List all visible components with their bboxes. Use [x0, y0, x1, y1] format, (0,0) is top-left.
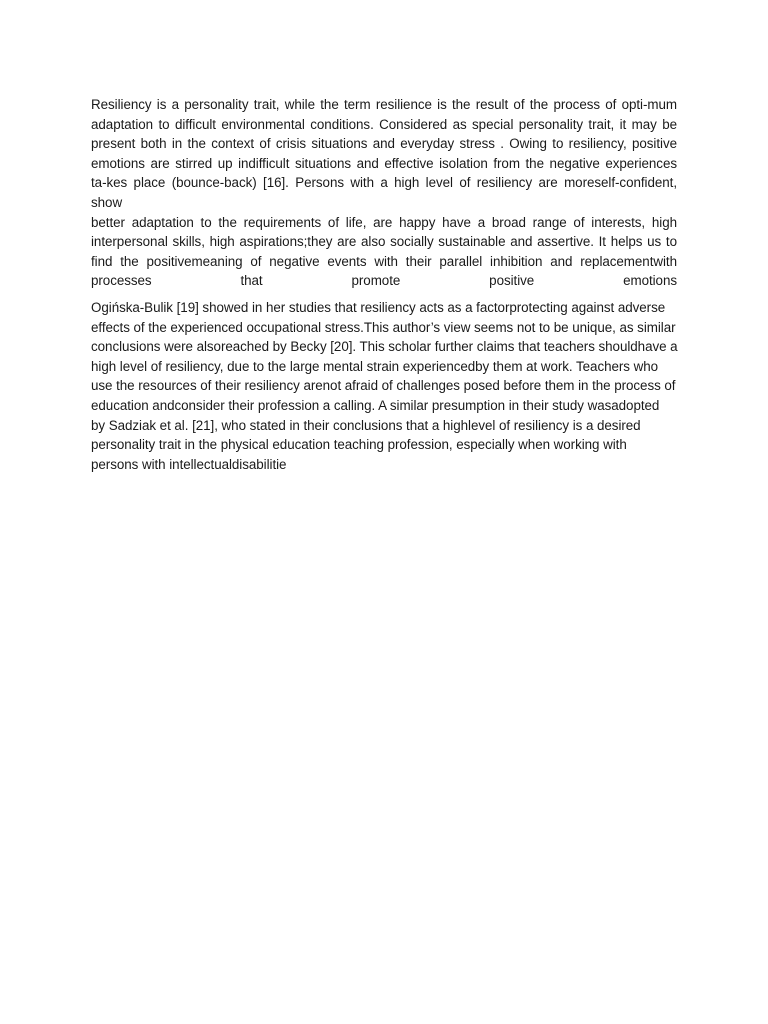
text-line: ta-kes place (bounce-back) [16]. Persons with a high level of resiliency are moreself-confident, show — [91, 175, 677, 210]
text-line: conclusions were alsoreached by Becky [20]. This scholar further claims that teachers shouldhave a — [91, 339, 678, 355]
text-line: Resiliency is a personality trait, while the term resilience is the result of the process of opti-mum — [91, 97, 677, 112]
text-line: high level of resiliency, due to the large mental strain experiencedby them at work. Teachers who — [91, 358, 659, 374]
text-line: present both in the context of crisis situations and everyday stress . Owing to resiliency, positive — [91, 136, 677, 152]
text-line: processes that promote positive emotions — [91, 273, 677, 289]
text-line: adaptation to difficult environmental conditions. Considered as special personality trait, it may be — [91, 116, 677, 132]
text-line: Ogińska-Bulik [19] showed in her studies that resiliency acts as a factorprotecting against adverse — [91, 300, 666, 315]
paragraph-oginska-bulik — [91, 298, 677, 474]
text-line: persons with intellectualdisabilitie — [91, 456, 287, 472]
text-line: emotions are stirred up indifficult situations and effective isolation from the negative experiences — [91, 155, 677, 171]
text-line: interpersonal skills, high aspirations;they are also socially sustainable and assertive. It helps us to — [91, 234, 677, 250]
text-line: find the positivemeaning of negative events with their parallel inhibition and replacementwith — [91, 253, 677, 269]
text-line: effects of the experienced occupational stress.This author’s view seems not to be unique, as similar — [91, 319, 676, 335]
paragraph-resiliency — [91, 95, 677, 291]
text-line: education andconsider their profession a calling. A similar presumption in their study wasadopted — [91, 397, 660, 413]
text-line: better adaptation to the requirements of life, are happy have a broad range of interests, high — [91, 214, 677, 230]
text-line: use the resources of their resiliency arenot afraid of challenges posed before them in the process of — [91, 378, 676, 394]
text-line: personality trait in the physical education teaching profession, especially when working with — [91, 437, 627, 453]
text-line: by Sadziak et al. [21], who stated in their conclusions that a highlevel of resiliency is a desired — [91, 417, 641, 433]
